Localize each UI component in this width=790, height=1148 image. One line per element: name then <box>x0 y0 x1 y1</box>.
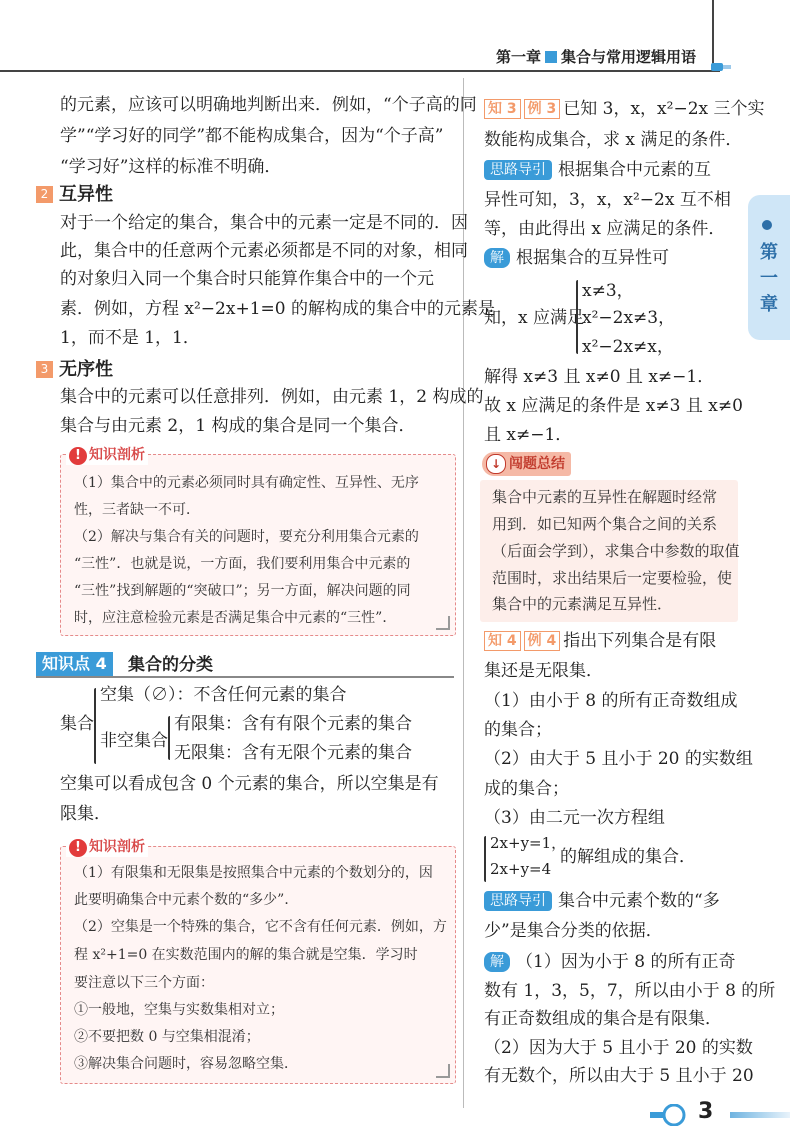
example4-item: 成的集合； <box>484 779 569 799</box>
box-line: “三性”．也就是说，一方面，我们要利用集合中元素的 <box>74 556 411 572</box>
header-rule <box>0 70 720 72</box>
box-corner-mark <box>436 1064 450 1078</box>
footer-stripe <box>730 1112 790 1118</box>
example4-item: （3）由二元一次方程组 <box>484 808 665 828</box>
body-line: 空集可以看成包含 0 个元素的集合，所以空集是有 <box>60 774 439 794</box>
classify-root: 集合 <box>60 714 94 734</box>
box-line: （1）集合中的元素必须同时具有确定性、互异性、无序 <box>74 475 419 491</box>
result-line: 且 x≠−1． <box>484 425 573 445</box>
box-line: （2）解决与集合有关的问题时，要充分利用集合元素的 <box>74 529 419 545</box>
section-heading-distinctness <box>36 180 113 206</box>
system-equation: 2x+y=1， <box>490 834 567 852</box>
side-tab-dot-icon <box>762 220 772 230</box>
summary-line: 集合中的元素满足互异性． <box>492 595 673 613</box>
solution-line: 解 根据集合的互异性可 <box>484 243 669 274</box>
classify-empty: 空集（∅）：不含任何元素的集合 <box>100 685 347 705</box>
summary-tag: ↓ 闯题总结 <box>482 452 571 476</box>
example-tag: 例 3 <box>524 99 561 119</box>
chapter-number: 第一章 <box>496 48 542 66</box>
header-plug-icon <box>711 61 731 73</box>
box-line: （1）有限集和无限集是按照集合中元素的个数划分的，因 <box>74 865 433 881</box>
solution-tag: 解 <box>484 952 510 972</box>
hint-line: 等，由此得出 x 应满足的条件． <box>484 219 726 239</box>
classify-finite: 有限集：含有有限个元素的集合 <box>174 714 412 734</box>
condition-prefix: 知，x 应满足 <box>484 308 584 328</box>
exclamation-icon: ! <box>69 839 87 857</box>
knowledge-box-title: ! 知识剖析 <box>66 836 148 857</box>
body-line: 1，而不是 1，1． <box>60 328 200 348</box>
body-line: 集合中的元素可以任意排列．例如，由元素 1，2 构成的 <box>60 387 484 407</box>
box-line: 要注意以下三个方面： <box>74 975 214 991</box>
body-line: 限集． <box>60 804 111 824</box>
classify-nonempty: 非空集合 <box>100 731 168 751</box>
knowledge-point-tag: 知识点 4 <box>36 652 113 676</box>
example4-line: 集还是无限集． <box>484 661 603 681</box>
box-line: （2）空集是一个特殊的集合，它不含有任何元素．例如，方 <box>74 919 447 935</box>
summary-line: （后面会学到），求集合中参数的取值 <box>492 542 740 560</box>
page-plug-icon <box>650 1104 690 1126</box>
example-tag: 例 4 <box>524 631 561 651</box>
intro-line: “学习好”这样的标准不明确． <box>60 157 282 177</box>
hint-line: 少”是集合分类的依据． <box>484 921 663 941</box>
exclamation-icon: ! <box>69 447 87 465</box>
hint-line: 思路导引 根据集合中元素的互 <box>484 155 711 186</box>
body-line: 的对象归入同一个集合时只能算作集合中的一个元 <box>60 269 434 289</box>
chapter-heading <box>496 46 696 67</box>
body-line: 对于一个给定的集合，集合中的元素一定是不同的．因 <box>60 213 468 233</box>
condition-line: x²−2x≠3， <box>582 308 676 328</box>
solution-line: 数有 1，3，5，7，所以由小于 8 的所 <box>484 981 776 1001</box>
box-line: ③解决集合问题时，容易忽略空集． <box>74 1056 298 1072</box>
condition-line: x≠3， <box>582 281 634 301</box>
solution-line: （2）因为大于 5 且小于 20 的实数 <box>484 1038 753 1058</box>
classify-subbrace <box>168 716 170 760</box>
box-line: ①一般地，空集与实数集相对立； <box>74 1002 284 1018</box>
knowledge-tag: 知 4 <box>484 631 521 651</box>
example4-item: （1）由小于 8 的所有正奇数组成 <box>484 691 738 711</box>
hint-tag: 思路导引 <box>484 891 552 911</box>
system-tail: 的解组成的集合． <box>560 847 696 867</box>
chapter-title: 集合与常用逻辑用语 <box>561 48 697 66</box>
intro-line: 的元素，应该可以明确地判断出来．例如，“个子高的同 <box>60 95 477 115</box>
box-line: ②不要把数 0 与空集相混淆； <box>74 1029 260 1045</box>
body-line: 此，集合中的任意两个元素必须都是不同的对象，相同 <box>60 241 468 261</box>
knowledge-point-title: 集合的分类 <box>128 655 213 675</box>
box-line: 性，三者缺一不可． <box>74 502 200 518</box>
solution-line: 解 （1）因为小于 8 的所有正奇 <box>484 947 735 978</box>
section-number: 2 <box>36 186 53 203</box>
chapter-square-icon <box>545 51 557 63</box>
section-number: 3 <box>36 361 53 378</box>
condition-brace <box>576 280 578 354</box>
box-line: “三性”找到解题的“突破口”；另一方面，解决问题的同 <box>74 583 411 599</box>
solution-line: 有正奇数组成的集合是有限集． <box>484 1009 722 1029</box>
example4-line: 知 4 例 4 指出下列集合是有限 <box>484 626 716 657</box>
box-line: 程 x²+1=0 在实数范围内的解的集合就是空集．学习时 <box>74 947 418 963</box>
system-equation: 2x+y=4 <box>490 860 552 878</box>
summary-line: 范围时，求出结果后一定要检验，使 <box>492 569 733 587</box>
classify-infinite: 无限集：含有无限个元素的集合 <box>174 743 412 763</box>
example3-line: 数能构成集合，求 x 满足的条件． <box>484 130 743 150</box>
solution-tag: 解 <box>484 248 510 268</box>
condition-line: x²−2x≠x， <box>582 337 674 357</box>
result-line: 故 x 应满足的条件是 x≠3 且 x≠0 <box>484 396 743 416</box>
section-heading-unordered <box>36 355 113 381</box>
box-line: 时，应注意检验元素是否满足集合中元素的“三性”． <box>74 610 397 626</box>
page-number: 3 <box>698 1099 714 1124</box>
body-line: 集合与由元素 2，1 构成的集合是同一个集合． <box>60 416 416 436</box>
hint-line: 思路导引 集合中元素个数的“多 <box>484 886 720 917</box>
example4-item: （2）由大于 5 且小于 20 的实数组 <box>484 749 753 769</box>
body-line: 素．例如，方程 x²−2x+1=0 的解构成的集合中的元素是 <box>60 299 495 319</box>
example4-item: 的集合； <box>484 720 552 740</box>
hint-tag: 思路导引 <box>484 160 552 180</box>
side-tab-label: 第一章 <box>760 242 778 315</box>
hint-line: 异性可知，3，x，x²−2x 互不相 <box>484 190 731 210</box>
example3-line: 知 3 例 3 已知 3，x，x²−2x 三个实 <box>484 94 765 125</box>
summary-line: 集合中元素的互异性在解题时经常 <box>492 488 718 506</box>
section-title: 互异性 <box>59 184 113 205</box>
down-arrow-icon: ↓ <box>486 454 506 474</box>
solution-line: 有无数个，所以由大于 5 且小于 20 <box>484 1066 754 1086</box>
result-line: 解得 x≠3 且 x≠0 且 x≠−1． <box>484 367 715 387</box>
box-corner-mark <box>436 616 450 630</box>
knowledge-tag: 知 3 <box>484 99 521 119</box>
system-brace <box>484 836 486 882</box>
box-line: 此要明确集合中元素个数的“多少”． <box>74 892 299 908</box>
classify-brace <box>94 688 96 764</box>
summary-line: 用到．如已知两个集合之间的关系 <box>492 515 718 533</box>
section-title: 无序性 <box>59 359 113 380</box>
knowledge-box-title: ! 知识剖析 <box>66 444 148 465</box>
intro-line: 学”“学习好的同学”都不能构成集合，因为“个子高” <box>60 126 444 146</box>
